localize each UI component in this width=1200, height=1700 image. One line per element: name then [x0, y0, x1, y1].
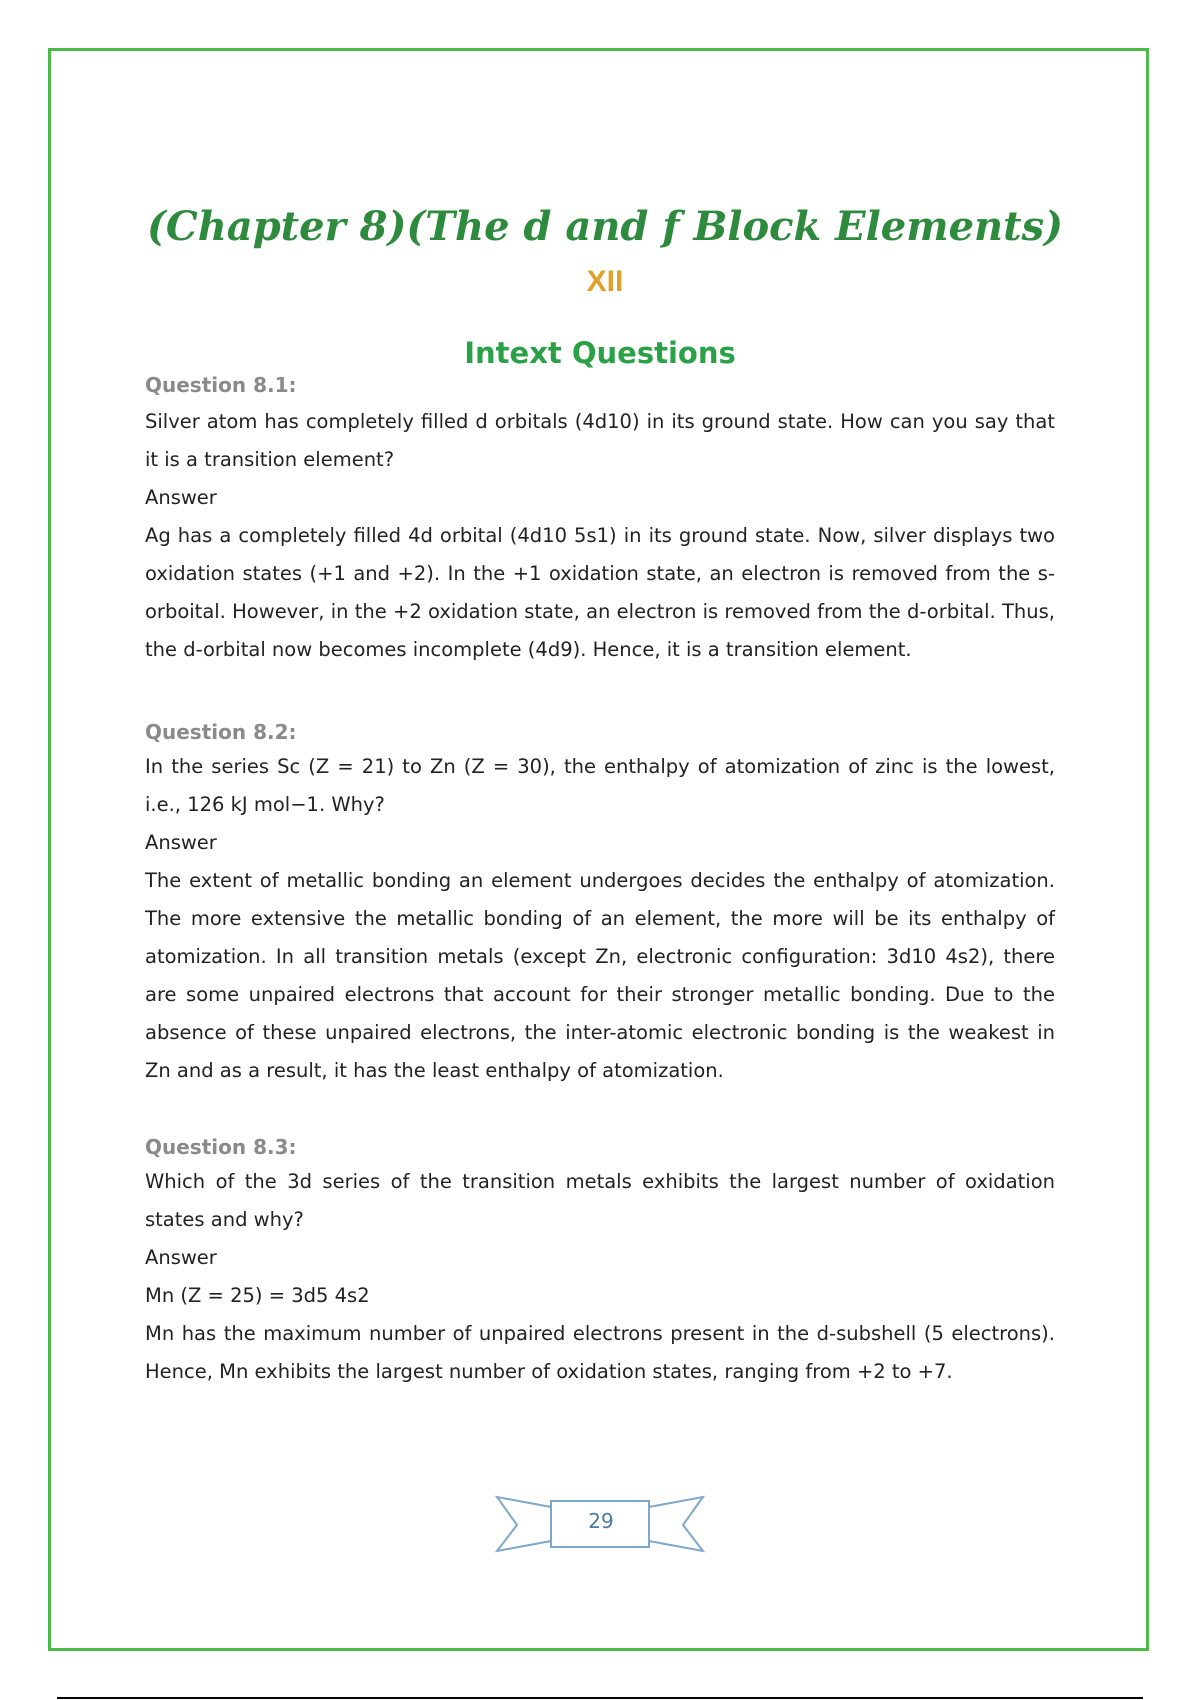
bottom-divider: [57, 1697, 1143, 1699]
answer-text: Ag has a completely filled 4d orbital (4d10 5s1) in its ground state. Now, silver displays two oxidation states (+1 and +2). In the +1 oxidation state, an electron is removed from the s-orboital. However, in the +2 oxidation state, an electron is removed from the d-orbital. Thus, the d-orbital now becomes incomplete (4d9). Hence, it is a transition element.: [145, 524, 1055, 661]
question-label: Question 8.2:: [145, 720, 297, 744]
question-text: Silver atom has completely filled d orbitals (4d10) in its ground state. How can you say that it is a transition element?: [145, 410, 1055, 471]
page-number-ribbon: [495, 1493, 705, 1557]
chapter-title: (Chapter 8)(The d and f Block Elements): [146, 203, 1064, 250]
answer-text: The extent of metallic bonding an element undergoes decides the enthalpy of atomization. The more extensive the metallic bonding of an element, the more will be its enthalpy of atomization. In all transition metals (except Zn, electronic configuration: 3d10 4s2), there are some unpaired electrons that account for their stronger metallic bonding. Due to the absence of these unpaired electrons, the inter-atomic electronic bonding is the weakest in Zn and as a result, it has the least enthalpy of atomization.: [145, 869, 1055, 1082]
question-label: Question 8.1:: [145, 373, 297, 397]
grade-label: XII: [586, 265, 624, 298]
answer-formula: Mn (Z = 25) = 3d5 4s2: [145, 1284, 370, 1307]
question-text: Which of the 3d series of the transition metals exhibits the largest number of oxidation states and why?: [145, 1170, 1055, 1231]
question-block-8-2: [145, 720, 1055, 1090]
answer-label: Answer: [145, 831, 217, 854]
section-title: Intext Questions: [464, 336, 736, 370]
answer-text: Mn has the maximum number of unpaired electrons present in the d-subshell (5 electrons). Hence, Mn exhibits the largest number of oxidation states, ranging from +2 to +7.: [145, 1322, 1055, 1383]
question-label: Question 8.3:: [145, 1135, 297, 1159]
question-block-8-1: [145, 373, 1055, 669]
answer-label: Answer: [145, 486, 217, 509]
page-number: 29: [588, 1509, 614, 1533]
answer-label: Answer: [145, 1246, 217, 1269]
question-block-8-3: [145, 1135, 1055, 1391]
question-text: In the series Sc (Z = 21) to Zn (Z = 30), the enthalpy of atomization of zinc is the lowest, i.e., 126 kJ mol−1. Why?: [145, 755, 1055, 816]
